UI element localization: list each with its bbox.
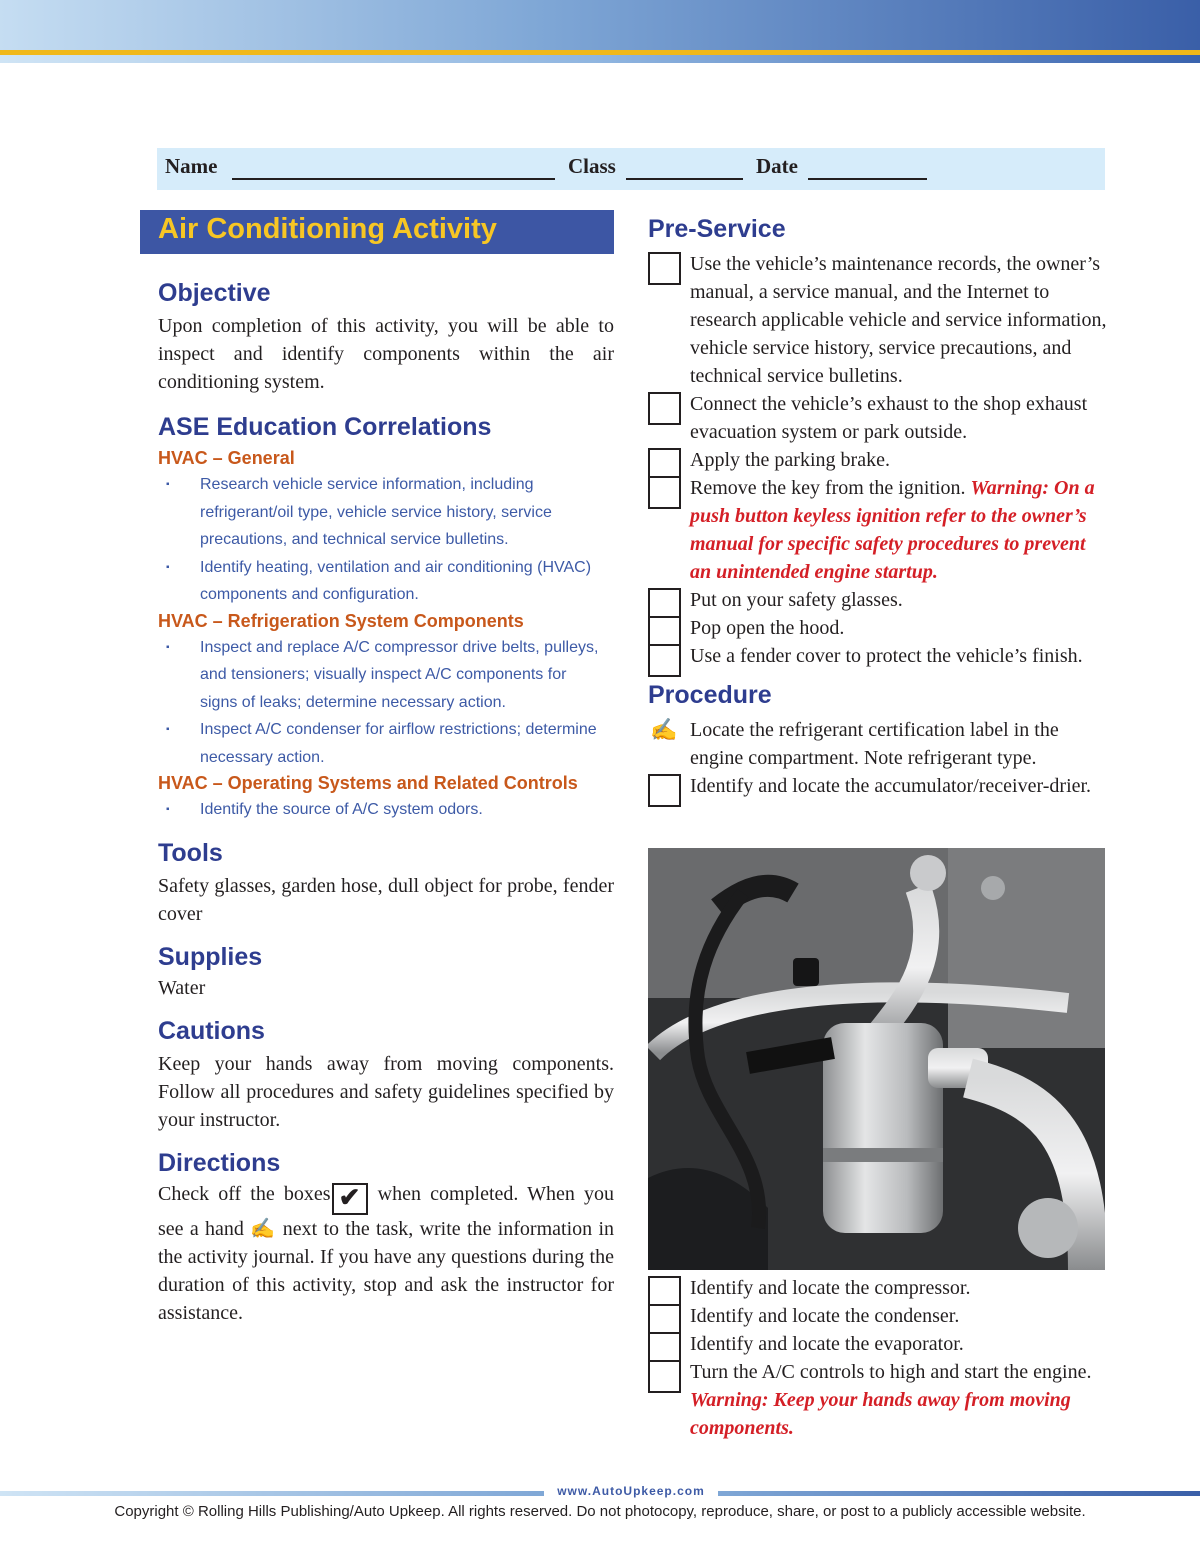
task-warning: Warning: Keep your hands away from moving components. (690, 1389, 1071, 1439)
directions-text-part: next to the task, write the information in the activity journal. If you have any questions during the duration of this activity, stop and ask the instructor for assistance. (158, 1217, 614, 1324)
ase-item: ▪ Inspect and replace A/C compressor drive belts, pulleys, and tensioners; visually inspect A/C components for signs of leaks; determine necessary action. (200, 634, 614, 717)
procedure-list-continued (648, 1274, 1108, 1442)
ase-group-title: HVAC – Operating Systems and Related Controls (158, 773, 578, 793)
task-text: Identify and locate the accumulator/receiver-drier. (690, 775, 1092, 797)
ase-item: ▪ Identify heating, ventilation and air conditioning (HVAC) components and configuration. (200, 554, 614, 609)
objective-heading: Objective (158, 279, 271, 307)
procedure-heading: Procedure (648, 681, 772, 709)
top-banner (0, 0, 1200, 50)
right-column (648, 210, 1108, 800)
pre-service-task (648, 474, 1108, 586)
pre-service-task (648, 586, 1108, 614)
name-label: Name (165, 154, 218, 178)
task-text: Identify and locate the evaporator. (690, 1333, 964, 1355)
task-text: Locate the refrigerant certification label in the engine compartment. Note refrigerant type. (690, 719, 1059, 769)
footer-url[interactable]: www.AutoUpkeep.com (557, 1484, 705, 1498)
ase-group-list (140, 634, 614, 772)
pre-service-task (648, 642, 1108, 670)
footer-rule-right (718, 1491, 1200, 1496)
directions-text-part: when completed. When you see a hand (158, 1182, 615, 1240)
task-text: Connect the vehicle’s exhaust to the shop exhaust evacuation system or park outside. (690, 393, 1088, 443)
task-checkbox[interactable] (648, 476, 681, 509)
procedure-task (648, 1302, 1108, 1330)
date-label: Date (756, 154, 798, 178)
ase-item: ▪ Research vehicle service information, including refrigerant/oil type, vehicle service history, service precautions, and technical service bulletins. (200, 471, 614, 554)
task-text: Put on your safety glasses. (690, 589, 903, 611)
directions-text (140, 1180, 614, 1327)
objective-text: Upon completion of this activity, you will be able to inspect and identify components within the air conditioning system. (158, 315, 614, 393)
hand-writing-icon: ✍ (650, 717, 678, 742)
ase-group-list (140, 796, 614, 824)
task-text: Use a fender cover to protect the vehicle’s finish. (690, 645, 1083, 667)
hand-writing-icon: ✍ (250, 1217, 277, 1240)
tools-heading: Tools (158, 838, 223, 867)
task-text: Turn the A/C controls to high and start the engine. (690, 1361, 1092, 1383)
class-field[interactable] (626, 178, 743, 180)
date-field[interactable] (808, 178, 927, 180)
task-text: Identify and locate the condenser. (690, 1305, 960, 1327)
name-field[interactable] (232, 178, 555, 180)
pre-service-task (648, 446, 1108, 474)
footer-rule-left (0, 1491, 544, 1496)
pre-service-task (648, 390, 1108, 446)
supplies-text: Water (158, 976, 206, 999)
procedure-task (648, 716, 1108, 772)
procedure-task (648, 772, 1108, 800)
task-checkbox[interactable] (648, 252, 681, 285)
procedure-task (648, 1274, 1108, 1302)
ase-item: ▪ Identify the source of A/C system odors. (200, 796, 614, 824)
task-checkbox[interactable] (648, 1360, 681, 1393)
directions-text-part: Check off the boxes (158, 1182, 331, 1205)
page-title: Air Conditioning Activity (140, 210, 614, 254)
cautions-text: Keep your hands away from moving components. Follow all procedures and safety guidelines specified by your instructor. (158, 1052, 614, 1131)
student-info-bar (157, 148, 1105, 190)
task-text: Remove the key from the ignition. (690, 477, 971, 499)
task-text: Identify and locate the compressor. (690, 1277, 971, 1299)
directions-heading: Directions (158, 1148, 281, 1177)
pre-service-heading: Pre-Service (648, 215, 786, 243)
left-column (140, 210, 614, 1327)
banner-blue-stripe (0, 55, 1200, 63)
pre-service-list (648, 250, 1108, 670)
task-text: Use the vehicle’s maintenance records, the owner’s manual, a service manual, and the Internet to research applicable vehicle and service information, vehicle service history, service precautions, and technical service bulletins. (690, 253, 1107, 387)
ase-heading: ASE Education Correlations (158, 413, 492, 441)
cautions-heading: Cautions (158, 1016, 265, 1045)
task-checkbox[interactable] (648, 644, 681, 677)
task-text: Apply the parking brake. (690, 449, 890, 471)
ase-group-title: HVAC – General (158, 448, 295, 468)
engine-compartment-illustration (648, 848, 1105, 1270)
ase-group-list (140, 471, 614, 609)
task-text: Pop open the hood. (690, 617, 845, 639)
procedure-list (648, 716, 1108, 800)
procedure-task (648, 1358, 1108, 1442)
accumulator-photo (648, 848, 1105, 1270)
ase-group-title: HVAC – Refrigeration System Components (158, 610, 524, 631)
pre-service-task (648, 614, 1108, 642)
tools-text: Safety glasses, garden hose, dull object for probe, fender cover (158, 874, 614, 925)
task-checkbox[interactable] (648, 392, 681, 425)
task-checkbox[interactable] (648, 774, 681, 807)
supplies-heading: Supplies (158, 942, 263, 971)
ase-item: ▪ Inspect A/C condenser for airflow restrictions; determine necessary action. (200, 716, 614, 771)
procedure-task (648, 1330, 1108, 1358)
pre-service-task (648, 250, 1108, 390)
class-label: Class (568, 154, 616, 178)
task-warning: Warning: On a push button keyless ignition refer to the owner’s manual for specific safety procedures to prevent an unintended engine startup. (690, 477, 1095, 583)
check-icon: ✔ (332, 1183, 368, 1215)
footer-copyright: Copyright © Rolling Hills Publishing/Auto Upkeep. All rights reserved. Do not photocopy, reproduce, share, or post to a publicly accessible website. (114, 1503, 1086, 1520)
